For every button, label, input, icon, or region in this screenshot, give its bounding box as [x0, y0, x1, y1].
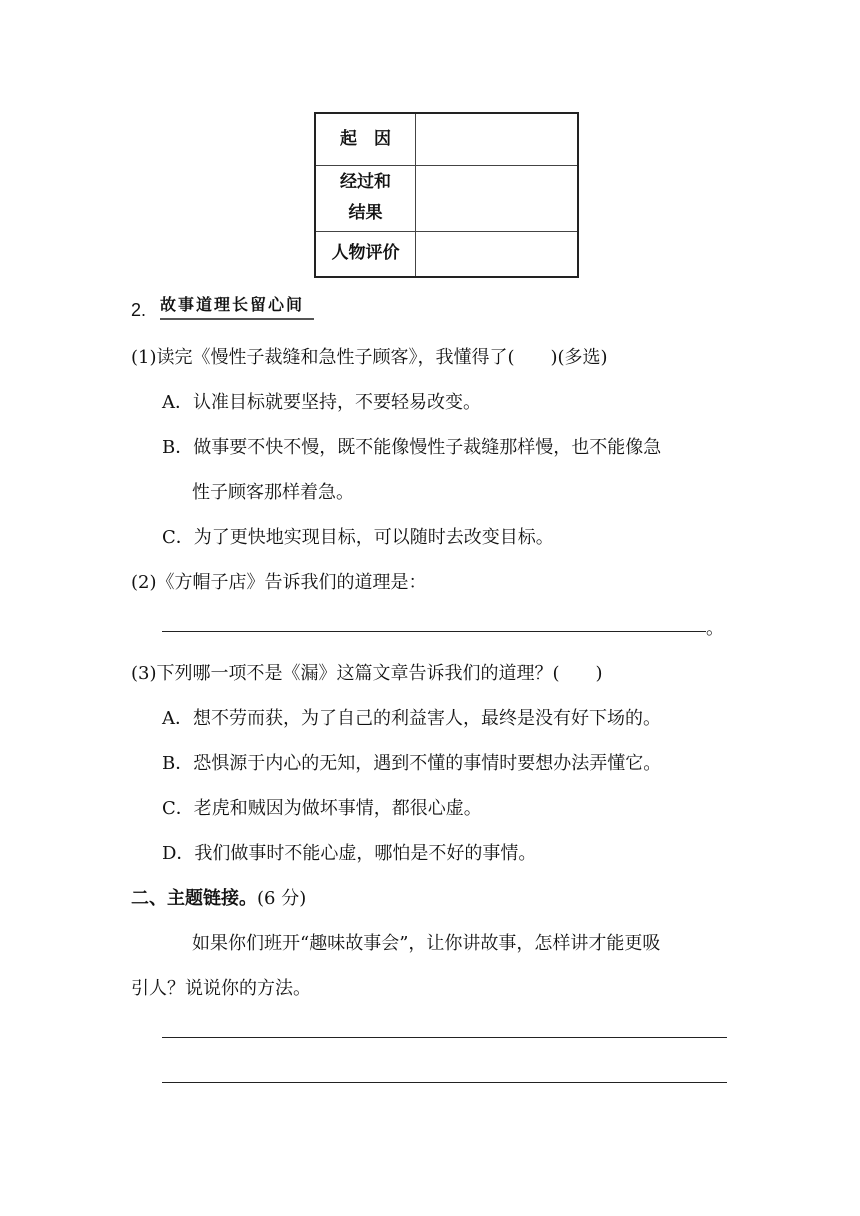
question-1-stem: (1)读完《慢性子裁缝和急性子顾客》，我懂得了( )(多选) — [131, 347, 608, 368]
part-2-score: (6 分) — [257, 888, 307, 909]
question-3-stem: (3)下列哪一项不是《漏》这篇文章告诉我们的道理？( ) — [131, 663, 603, 684]
answer-line[interactable] — [162, 1037, 727, 1038]
row-label-process — [315, 165, 416, 231]
question-3-option-b[interactable]: B．恐惧源于内心的无知，遇到不懂的事情时要想办法弄懂它。 — [162, 753, 662, 774]
part-2-heading-line — [131, 884, 306, 910]
answer-cell-evaluation[interactable] — [416, 231, 579, 277]
answer-cell-cause[interactable] — [416, 113, 579, 165]
answer-cell-process[interactable] — [416, 165, 579, 231]
summary-table — [314, 112, 579, 278]
row-label-process-line1: 经过和 — [340, 172, 391, 192]
section-heading: 故事道理长留心间 — [160, 292, 314, 320]
question-2-stem: (2)《方帽子店》告诉我们的道理是： — [131, 572, 427, 593]
question-1-option-b-cont: 性子顾客那样着急。 — [192, 482, 354, 503]
section-number: 2. — [131, 300, 147, 320]
question-1-option-a[interactable]: A．认准目标就要坚持，不要轻易改变。 — [162, 392, 481, 413]
table-row — [315, 231, 578, 277]
table-row — [315, 113, 578, 165]
answer-line[interactable] — [162, 631, 706, 632]
question-3-option-d[interactable]: D．我们做事时不能心虚，哪怕是不好的事情。 — [162, 843, 537, 864]
answer-line-end: 。 — [706, 618, 724, 639]
question-1-option-c[interactable]: C．为了更快地实现目标，可以随时去改变目标。 — [162, 527, 554, 548]
table-row — [315, 165, 578, 231]
question-3-option-a[interactable]: A．想不劳而获，为了自己的利益害人，最终是没有好下场的。 — [162, 708, 661, 729]
question-1-option-b[interactable]: B．做事要不快不慢，既不能像慢性子裁缝那样慢，也不能像急 — [162, 437, 662, 458]
part-2-prompt-line2: 引人？说说你的方法。 — [131, 978, 311, 999]
part-2-heading: 二、主题链接。 — [131, 888, 257, 909]
part-2-prompt-line1: 如果你们班开“趣味故事会”，让你讲故事，怎样讲才能更吸 — [192, 933, 661, 954]
row-label-cause: 起 因 — [315, 113, 416, 165]
question-3-option-c[interactable]: C．老虎和贼因为做坏事情，都很心虚。 — [162, 798, 482, 819]
answer-line[interactable] — [162, 1082, 727, 1083]
row-label-process-line2: 结果 — [348, 203, 383, 223]
row-label-evaluation: 人物评价 — [315, 231, 416, 277]
